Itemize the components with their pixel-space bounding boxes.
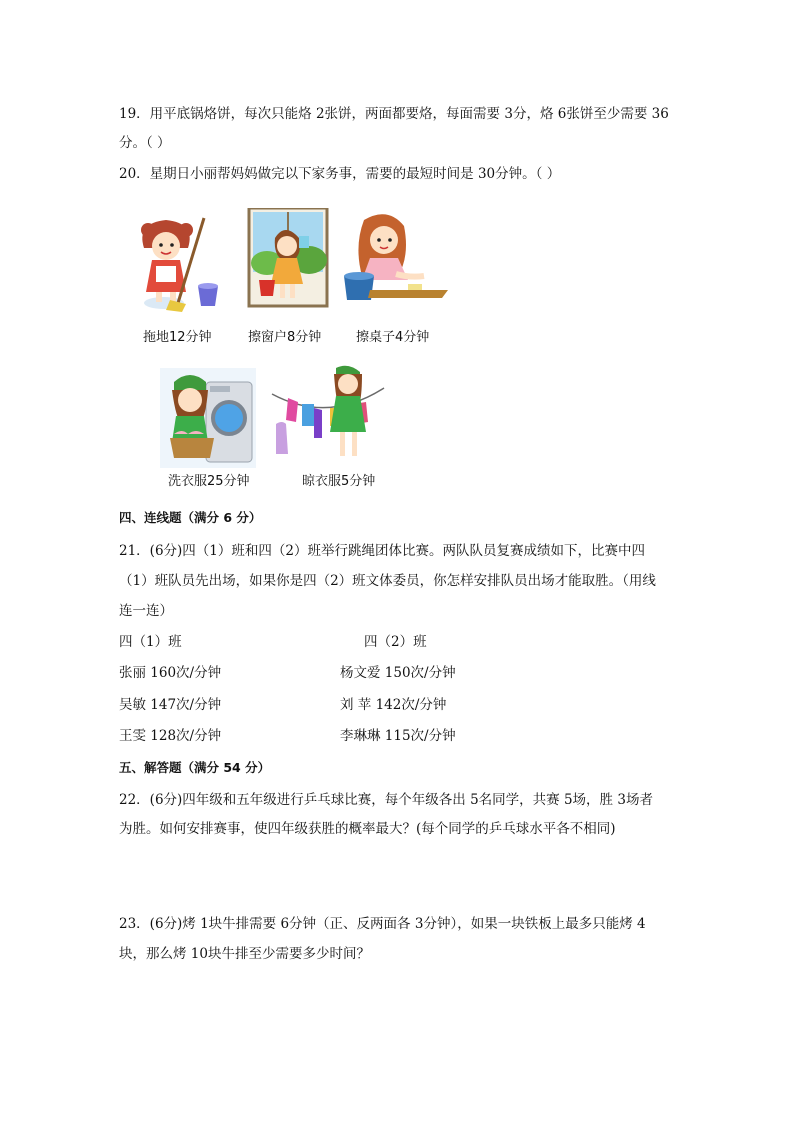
- class-4-2-player: 李琳琳 115次/分钟: [340, 728, 456, 744]
- washing-clothes-girl-illustration: [160, 368, 256, 468]
- class-4-1-player: 王雯 128次/分钟: [119, 728, 222, 744]
- class-4-2-header: 四（2）班: [364, 634, 427, 650]
- mopping-girl-illustration: [134, 208, 230, 318]
- class-4-1-header: 四（1）班: [119, 634, 182, 650]
- caption-washing-clothes: 洗衣服25分钟: [168, 474, 250, 489]
- q21-line-2: （1）班队员先出场，如果你是四（2）班文体委员，你怎样安排队员出场才能取胜。（用线: [119, 573, 656, 589]
- q21-line-1: 21．(6分)四（1）班和四（2）班举行跳绳团体比赛。两队队员复赛成绩如下，比赛中四: [119, 543, 645, 559]
- hanging-clothes-girl-illustration: [270, 364, 386, 470]
- class-4-2-player: 杨文爱 150次/分钟: [340, 665, 456, 681]
- q21-line-3: 连一连）: [119, 603, 173, 619]
- class-4-2-player: 刘 苹 142次/分钟: [340, 697, 447, 713]
- class-4-1-player: 吴敏 147次/分钟: [119, 697, 222, 713]
- caption-window-cleaning: 擦窗户8分钟: [248, 330, 322, 345]
- section-5-title: 五、解答题（满分 54 分）: [119, 760, 271, 775]
- caption-mopping: 拖地12分钟: [143, 330, 212, 345]
- table-wiping-girl-illustration: [340, 210, 450, 306]
- caption-table-wiping: 擦桌子4分钟: [356, 330, 430, 345]
- caption-hanging-clothes: 晾衣服5分钟: [302, 474, 376, 489]
- window-cleaning-girl-illustration: [247, 208, 329, 308]
- q20-line-1: 20．星期日小丽帮妈妈做完以下家务事，需要的最短时间是 30分钟。（ ）: [119, 166, 561, 182]
- q23-line-2: 块，那么烤 10块牛排至少需要多少时间？: [119, 946, 370, 962]
- class-4-1-player: 张丽 160次/分钟: [119, 665, 222, 681]
- q23-line-1: 23．(6分)烤 1块牛排需要 6分钟（正、反两面各 3分钟），如果一块铁板上最多只能烤 4: [119, 916, 646, 932]
- q22-line-2: 为胜。如何安排赛事，使四年级获胜的概率最大？(每个同学的乒乓球水平各不相同): [119, 821, 616, 837]
- section-4-title: 四、连线题（满分 6 分）: [119, 510, 262, 525]
- q19-line-1: 19．用平底锅烙饼，每次只能烙 2张饼，两面都要烙，每面需要 3分，烙 6张饼至少需要 36: [119, 106, 669, 122]
- q22-line-1: 22．(6分)四年级和五年级进行乒乓球比赛，每个年级各出 5名同学，共赛 5场，胜 3场者: [119, 792, 653, 808]
- q19-line-2: 分。（ ）: [119, 135, 171, 151]
